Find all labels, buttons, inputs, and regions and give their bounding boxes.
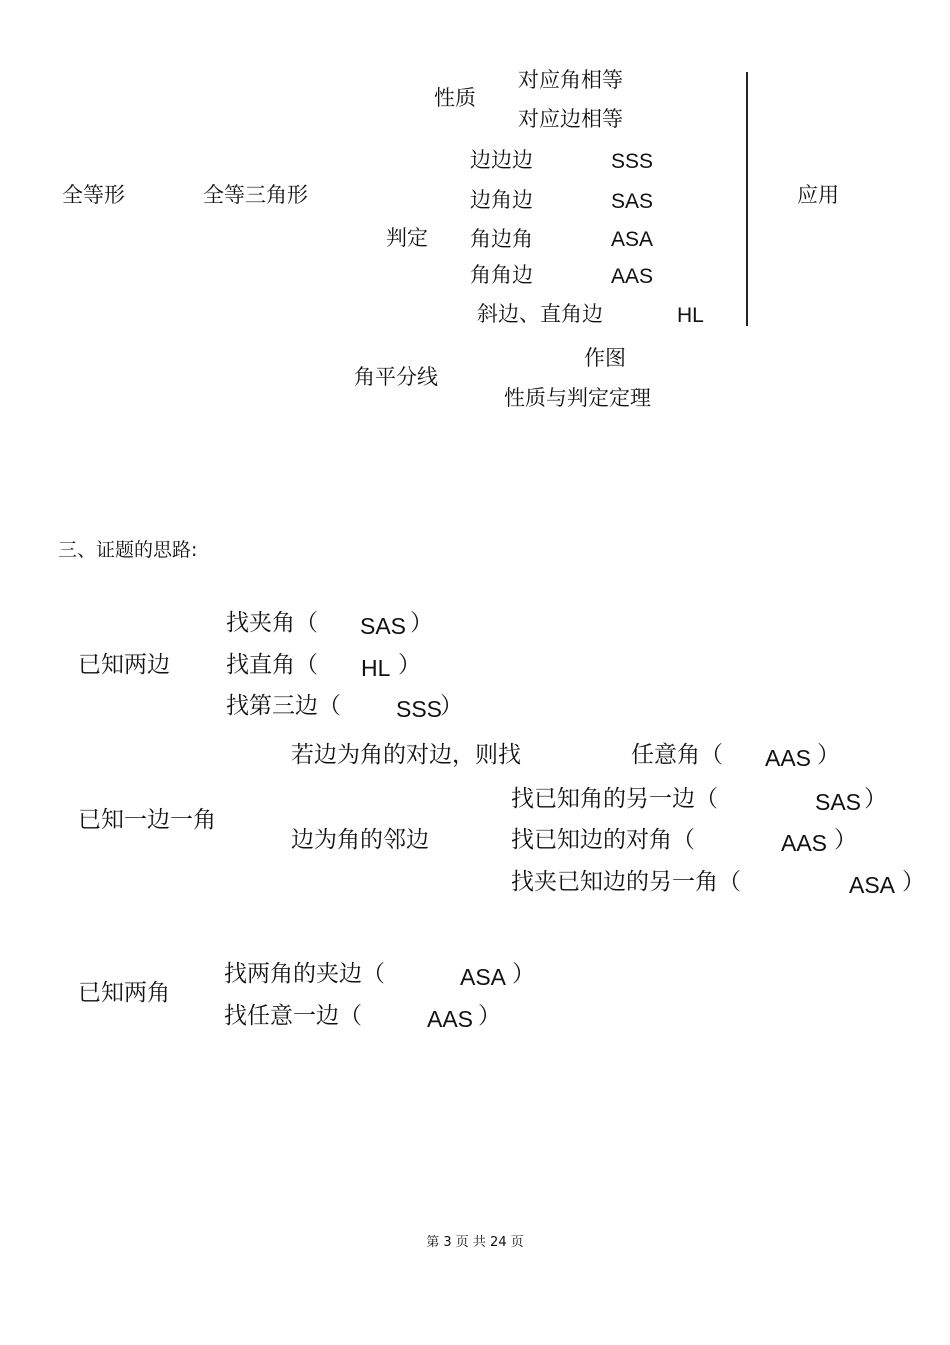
criteria-name-hl: 斜边、直角边 [477,302,603,326]
two-sides-item-abbr-0: SAS [360,613,407,639]
two-sides-item-close-0: ） [410,610,433,636]
criteria-label: 判定 [386,226,428,250]
root-congruent-figures: 全等形 [62,183,125,207]
two-sides-item-close-1: ） [398,652,421,678]
two-angles-item-abbr-0: ASA [460,964,507,990]
angle-bisector-label: 角平分线 [354,365,438,389]
two-angles-item-close-0: ） [512,961,535,987]
two-sides-item-abbr-2: SSS [396,696,443,722]
opposite-side-text: 若边为角的对边，则找 [291,742,521,768]
opposite-side-abbr: AAS [765,745,812,771]
two-angles-item-text-0: 找两角的夹边（ [224,961,385,987]
adjacent-item-text-0: 找已知角的另一边（ [511,786,718,812]
criteria-abbr-sas: SAS [611,190,654,213]
two-angles-item-text-1: 找任意一边（ [224,1003,362,1029]
opposite-side-target: 任意角（ [631,742,723,768]
two-angles-label: 已知两角 [78,980,170,1006]
two-sides-item-text-2: 找第三边（ [226,693,341,719]
adjacent-item-text-2: 找夹已知边的另一角（ [511,869,741,895]
property-item-sides: 对应边相等 [518,107,623,131]
two-sides-label: 已知两边 [78,652,170,678]
two-sides-item-close-2: ） [440,693,463,719]
adjacent-item-close-2: ） [902,869,925,895]
application-label: 应用 [797,183,839,207]
properties-label: 性质 [434,86,476,110]
adjacent-item-abbr-2: ASA [849,872,896,898]
two-sides-item-text-1: 找直角（ [226,652,318,678]
criteria-abbr-asa: ASA [611,228,654,251]
criteria-abbr-hl: HL [677,304,704,327]
criteria-name-sss: 边边边 [470,148,533,172]
two-angles-item-abbr-1: AAS [427,1006,474,1032]
adjacent-side-label: 边为角的邻边 [291,827,429,853]
two-angles-item-close-1: ） [478,1003,501,1029]
one-side-one-angle-label: 已知一边一角 [78,807,216,833]
criteria-abbr-aas: AAS [611,265,654,288]
congruent-triangles-label: 全等三角形 [203,183,308,207]
two-sides-item-text-0: 找夹角（ [226,610,318,636]
two-sides-item-abbr-1: HL [361,655,391,681]
adjacent-item-abbr-1: AAS [781,830,828,856]
property-item-angles: 对应角相等 [518,68,623,92]
criteria-name-sas: 边角边 [470,188,533,212]
adjacent-item-close-0: ） [864,786,887,812]
divider-line [746,72,748,326]
opposite-side-close: ） [817,742,840,768]
page-footer: 第 3 页 共 24 页 [426,1235,524,1250]
angle-bisector-item-construction: 作图 [584,346,626,370]
criteria-name-asa: 角边角 [470,227,533,251]
adjacent-item-text-1: 找已知边的对角（ [511,827,695,853]
angle-bisector-item-theorems: 性质与判定定理 [504,386,651,410]
adjacent-item-close-1: ） [834,827,857,853]
criteria-abbr-sss: SSS [611,150,654,173]
section3-heading: 三、证题的思路: [58,539,198,561]
adjacent-item-abbr-0: SAS [815,789,862,815]
criteria-name-aas: 角角边 [470,263,533,287]
